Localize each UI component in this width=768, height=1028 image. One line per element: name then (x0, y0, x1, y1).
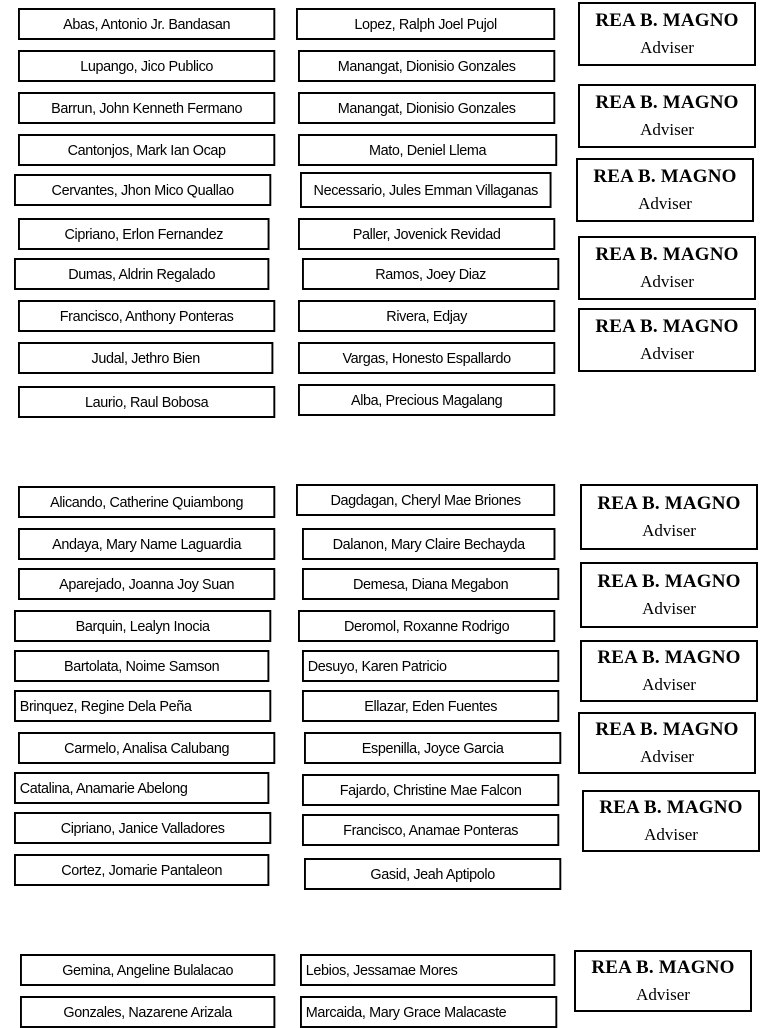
name-tag: Vargas, Honesto Espallardo (298, 342, 555, 374)
name-tag: Rivera, Edjay (298, 300, 555, 332)
name-tag: Cipriano, Janice Valladores (14, 812, 271, 844)
name-tag: Francisco, Anthony Ponteras (18, 300, 275, 332)
name-tag: Cantonjos, Mark Ian Ocap (18, 134, 275, 166)
name-tag: Deromol, Roxanne Rodrigo (298, 610, 555, 642)
name-tag: Necessario, Jules Emman Villaganas (300, 172, 552, 208)
name-tag: Alba, Precious Magalang (298, 384, 555, 416)
name-tag: Cortez, Jomarie Pantaleon (14, 854, 269, 886)
name-tag: Dumas, Aldrin Regalado (14, 258, 269, 290)
adviser-name: REA B. MAGNO (591, 956, 735, 978)
adviser-name: REA B. MAGNO (595, 315, 739, 337)
adviser-tag (578, 236, 756, 300)
adviser-name: REA B. MAGNO (595, 9, 739, 31)
adviser-tag (574, 950, 752, 1012)
name-tag: Manangat, Dionisio Gonzales (298, 92, 555, 124)
name-tag: Brinquez, Regine Dela Peña (14, 690, 271, 722)
adviser-name: REA B. MAGNO (597, 492, 741, 514)
name-tag: Desuyo, Karen Patricio (302, 650, 559, 682)
name-tag: Ellazar, Eden Fuentes (302, 690, 559, 722)
adviser-tag (580, 562, 758, 628)
name-tag: Gonzales, Nazarene Arizala (20, 996, 275, 1028)
name-tag: Paller, Jovenick Revidad (298, 218, 555, 250)
name-tag: Carmelo, Analisa Calubang (18, 732, 275, 764)
adviser-name: REA B. MAGNO (597, 646, 741, 668)
name-tag: Mato, Deniel Llema (298, 134, 557, 166)
adviser-role: Adviser (640, 119, 694, 139)
name-tag: Alicando, Catherine Quiambong (18, 486, 275, 518)
name-tag: Espenilla, Joyce Garcia (304, 732, 561, 764)
adviser-role: Adviser (642, 598, 696, 618)
name-tag: Manangat, Dionisio Gonzales (298, 50, 555, 82)
adviser-role: Adviser (640, 746, 694, 766)
adviser-name: REA B. MAGNO (593, 165, 737, 187)
name-tag: Gemina, Angeline Bulalacao (20, 954, 275, 986)
name-tag: Fajardo, Christine Mae Falcon (302, 774, 559, 806)
adviser-name: REA B. MAGNO (595, 243, 739, 265)
name-tag: Barquin, Lealyn Inocia (14, 610, 271, 642)
name-tag: Lupango, Jico Publico (18, 50, 275, 82)
adviser-tag (576, 158, 754, 222)
name-tag: Bartolata, Noime Samson (14, 650, 269, 682)
name-tag: Dagdagan, Cheryl Mae Briones (296, 484, 555, 516)
adviser-role: Adviser (638, 193, 692, 213)
name-tag: Marcaida, Mary Grace Malacaste (300, 996, 557, 1028)
name-tag: Andaya, Mary Name Laguardia (18, 528, 275, 560)
adviser-tag (578, 84, 756, 148)
name-tag: Francisco, Anamae Ponteras (302, 814, 559, 846)
adviser-role: Adviser (640, 271, 694, 291)
adviser-role: Adviser (644, 824, 698, 844)
name-tag: Cipriano, Erlon Fernandez (18, 218, 270, 250)
adviser-tag (582, 790, 760, 852)
adviser-role: Adviser (640, 37, 694, 57)
name-tag: Cervantes, Jhon Mico Quallao (14, 174, 271, 206)
name-tag: Lebios, Jessamae Mores (300, 954, 555, 986)
name-tag: Laurio, Raul Bobosa (18, 386, 275, 418)
adviser-role: Adviser (642, 674, 696, 694)
adviser-tag (578, 2, 756, 66)
adviser-tag (580, 640, 758, 702)
adviser-name: REA B. MAGNO (595, 718, 739, 740)
adviser-role: Adviser (636, 984, 690, 1004)
name-tag: Catalina, Anamarie Abelong (14, 772, 269, 804)
adviser-tag (580, 484, 758, 550)
adviser-tag (578, 308, 756, 372)
name-tag: Gasid, Jeah Aptipolo (304, 858, 561, 890)
adviser-name: REA B. MAGNO (597, 570, 741, 592)
adviser-role: Adviser (642, 520, 696, 540)
name-tag: Aparejado, Joanna Joy Suan (18, 568, 275, 600)
name-tag: Abas, Antonio Jr. Bandasan (18, 8, 275, 40)
adviser-role: Adviser (640, 343, 694, 363)
name-tag: Ramos, Joey Diaz (302, 258, 559, 290)
adviser-tag (578, 712, 756, 774)
name-tag: Demesa, Diana Megabon (302, 568, 559, 600)
adviser-name: REA B. MAGNO (595, 91, 739, 113)
adviser-name: REA B. MAGNO (599, 796, 743, 818)
name-tag: Lopez, Ralph Joel Pujol (296, 8, 555, 40)
name-tag: Judal, Jethro Bien (18, 342, 273, 374)
name-tag: Dalanon, Mary Claire Bechayda (302, 528, 555, 560)
name-tag: Barrun, John Kenneth Fermano (18, 92, 275, 124)
